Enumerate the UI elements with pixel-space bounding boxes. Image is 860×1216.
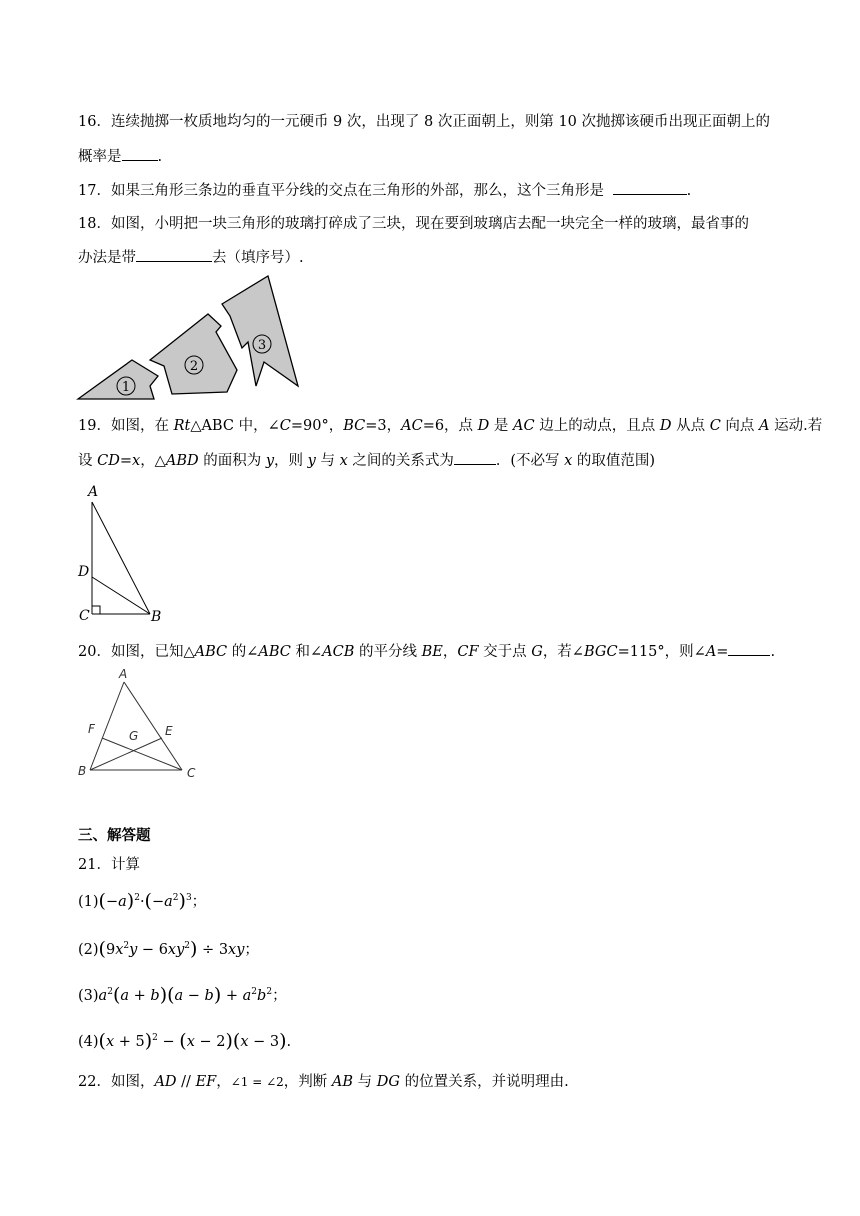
q20-label-a: A [119,667,128,681]
q19-label-d: D [78,564,90,580]
q19-figure [76,480,176,625]
q16-number: 16． [78,114,111,130]
q20-label-b: B [78,764,87,778]
q19-label-a: A [88,484,99,500]
q16-text-1: 连续抛掷一枚质地均匀的一元硬币 9 次，出现了 8 次正面朝上，则第 10 次抛掷该硬币出现正面朝上的 [110,114,771,130]
q19-label-c: C [79,608,90,624]
q20-figure [76,666,206,782]
q20-label-f: F [88,722,95,736]
q22-line: 22．如图，AD // EF，∠1 = ∠2，判断 AB 与 DG 的位置关系，并说明理由. [78,1074,569,1090]
q18-line1 [78,214,749,234]
glass-piece-2 [150,314,237,394]
q16-answer-blank[interactable] [122,146,158,161]
q21-part3: $(3)a^2(a + b)(a - b) + a^2b^2$； [78,984,287,1006]
q19-line1: 19．如图，在 Rt△ABC 中，∠C=90°，BC=3，AC=6，点 D 是 AC 边上的动点，且点 D 从点 C 向点 A 运动.若 [78,418,823,434]
q19-label-b: B [151,609,162,625]
q19-answer-blank[interactable] [454,450,496,465]
q17-answer-blank[interactable] [613,180,687,195]
q18-text-1: 如图，小明把一块三角形的玻璃打碎成了三块，现在要到玻璃店去配一块完全一样的玻璃，最省事的 [110,216,749,232]
glass-label-1: 1 [121,380,131,395]
q17-line: 17．如果三角形三条边的垂直平分线的交点在三角形的外部，那么，这个三角形是 . [78,180,691,201]
glass-piece-1 [78,360,158,399]
q17-text: 如果三角形三条边的垂直平分线的交点在三角形的外部，那么，这个三角形是 [110,183,604,199]
q20-line: 20．如图，已知△ABC 的∠ABC 和∠ACB 的平分线 BE，CF 交于点 G，若∠BGC=115°，则∠A= . [78,641,775,662]
q16-line1 [78,112,770,132]
q18-figure [76,274,306,402]
q21-part2: $(2)(9x^2y - 6xy^2) \div 3xy$； [78,938,259,960]
q16-text-2: 概率是 [78,149,122,165]
q16-line2: 概率是 . [78,146,162,167]
q21-part4: $(4)(x + 5)^2 - (x - 2)(x - 3)$. [78,1030,292,1052]
q20-label-g: G [129,729,139,743]
glass-label-3: 3 [257,338,267,353]
q18-number: 18． [78,216,111,232]
q21-title: 21．计算 [78,857,140,873]
q20-label-c: C [187,766,196,780]
q17-number: 17． [78,183,111,199]
q21-part1: $(1)(-a)^2\cdot(-a^2)^3$； [78,890,207,912]
section-3-title: 三、解答题 [78,827,151,844]
q19-line2: 设 CD=x，△ABD 的面积为 y，则 y 与 x 之间的关系式为 ．(不必写 x 的取值范围) [78,450,655,471]
q18-answer-blank[interactable] [136,247,212,262]
q20-label-e: E [165,724,173,738]
q18-line2: 办法是带 去（填序号）. [78,247,304,268]
q20-answer-blank[interactable] [728,641,770,656]
glass-label-2: 2 [189,359,199,374]
